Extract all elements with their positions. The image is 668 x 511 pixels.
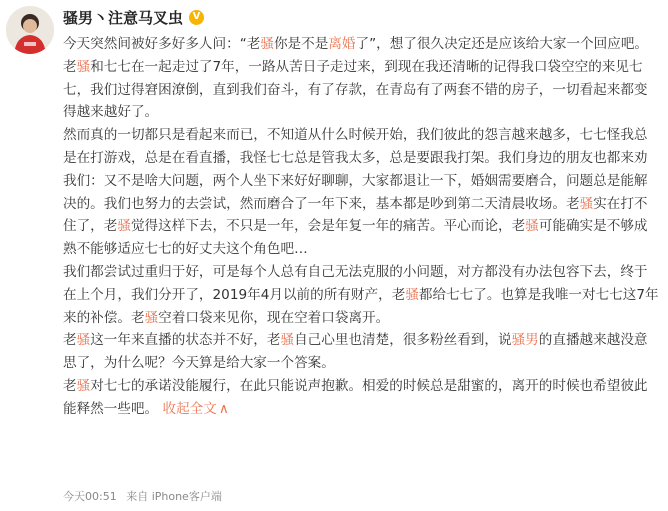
- verified-badge-icon: V: [189, 10, 204, 25]
- text-segment: 的直播越来越没意思了，为什么呢？今天算是给大家一个答案。: [63, 332, 648, 372]
- text-segment: 然而真的一切都只是看起来而已，不知道从什么时候开始，我们彼此的怨言越来越多，七七怪我总是在打游戏，总是在看直播，我怪七七总是管我太多，总是要跟我打架。我们身边的朋友也都来劝我们：又不是啥大问题，两个人坐下来好好聊聊，大家都退让一下，婚姻需要磨合，问题总是能解决的。我们也努力的去尝试，然而磨合了一年下来，基本都是吵到第二天清晨收场。老: [63, 127, 648, 212]
- post-paragraph: [63, 329, 661, 375]
- text-segment: 今天突然间被好多好多人问：“老: [63, 36, 261, 52]
- highlight-keyword[interactable]: 骚: [525, 218, 539, 235]
- highlight-keyword[interactable]: 骚: [76, 58, 91, 75]
- avatar-image: [6, 6, 54, 54]
- text-segment: 空着口袋来见你，现在空着口袋离开。: [158, 309, 390, 326]
- text-segment: 实在打不住了，老: [63, 195, 648, 235]
- text-segment: 老: [63, 58, 77, 75]
- text-segment: 老: [63, 377, 77, 394]
- author-row: [63, 6, 204, 28]
- post-meta: [63, 488, 222, 504]
- text-segment: 对七七的承诺没能履行，在此只能说声抱歉。相爱的时候总是甜蜜的，离开的时候也希望彼此能释然一些吧。: [63, 377, 648, 417]
- highlight-keyword[interactable]: 骚: [76, 377, 91, 394]
- avatar[interactable]: [6, 6, 54, 54]
- highlight-keyword[interactable]: 离婚: [328, 36, 356, 52]
- post-time[interactable]: 今天00:51: [63, 490, 117, 503]
- highlight-keyword[interactable]: 骚: [117, 218, 131, 235]
- text-segment: 我们都尝试过重归于好，可是每个人总有自己无法克服的小问题，对方都没有办法包容下去，终于在上个月，我们分开了，2019年4月以前的所有财产，老: [63, 263, 648, 303]
- text-segment: 了”，想了很久决定还是应该给大家一个回应吧。: [355, 36, 649, 52]
- author-name[interactable]: 骚男丶注意马叉虫: [63, 8, 184, 27]
- highlight-keyword[interactable]: 骚: [280, 332, 295, 349]
- post-paragraph: [63, 33, 661, 56]
- text-segment: 自己心里也清楚，很多粉丝看到，说: [294, 332, 512, 349]
- highlight-keyword[interactable]: 骚: [76, 332, 91, 349]
- post-paragraph: [63, 261, 661, 329]
- text-segment: 这一年来直播的状态并不好，老: [90, 332, 281, 349]
- text-segment: 都给七七了。也算是我唯一对七七这7年来的补偿。老: [63, 286, 659, 326]
- collapse-label: 收起全文: [162, 400, 217, 417]
- post-paragraph: [63, 375, 661, 421]
- highlight-keyword[interactable]: 骚: [144, 309, 159, 326]
- highlight-keyword[interactable]: 骚: [405, 286, 419, 303]
- text-segment: 和七七在一起走过了7年，一路从苦日子走过来，到现在我还清晰的记得我口袋空空的来见七七，我们过得窘困潦倒，直到我们奋斗，有了存款，在青岛有了两套不错的房子，一切看起来都变得越来越好了。: [63, 58, 648, 121]
- chevron-up-icon: ∧: [218, 400, 229, 417]
- text-segment: 你是不是: [273, 36, 329, 52]
- text-segment: 可能确实是不够成熟不能够适应七七的好丈夫这个角色吧…: [63, 218, 648, 258]
- post-paragraph: [63, 56, 661, 124]
- text-segment: 老: [63, 332, 77, 349]
- collapse-full-text-link[interactable]: [162, 401, 228, 417]
- post-paragraph: [63, 124, 661, 261]
- post-source: 来自 iPhone客户端: [126, 490, 222, 503]
- highlight-keyword[interactable]: 骚: [579, 195, 594, 212]
- highlight-keyword[interactable]: 骚男: [511, 332, 539, 349]
- post-text: [63, 33, 661, 421]
- highlight-keyword[interactable]: 骚: [260, 36, 274, 52]
- text-segment: 觉得这样下去，不只是一年，会是年复一年的痛苦。平心而论，老: [130, 218, 526, 235]
